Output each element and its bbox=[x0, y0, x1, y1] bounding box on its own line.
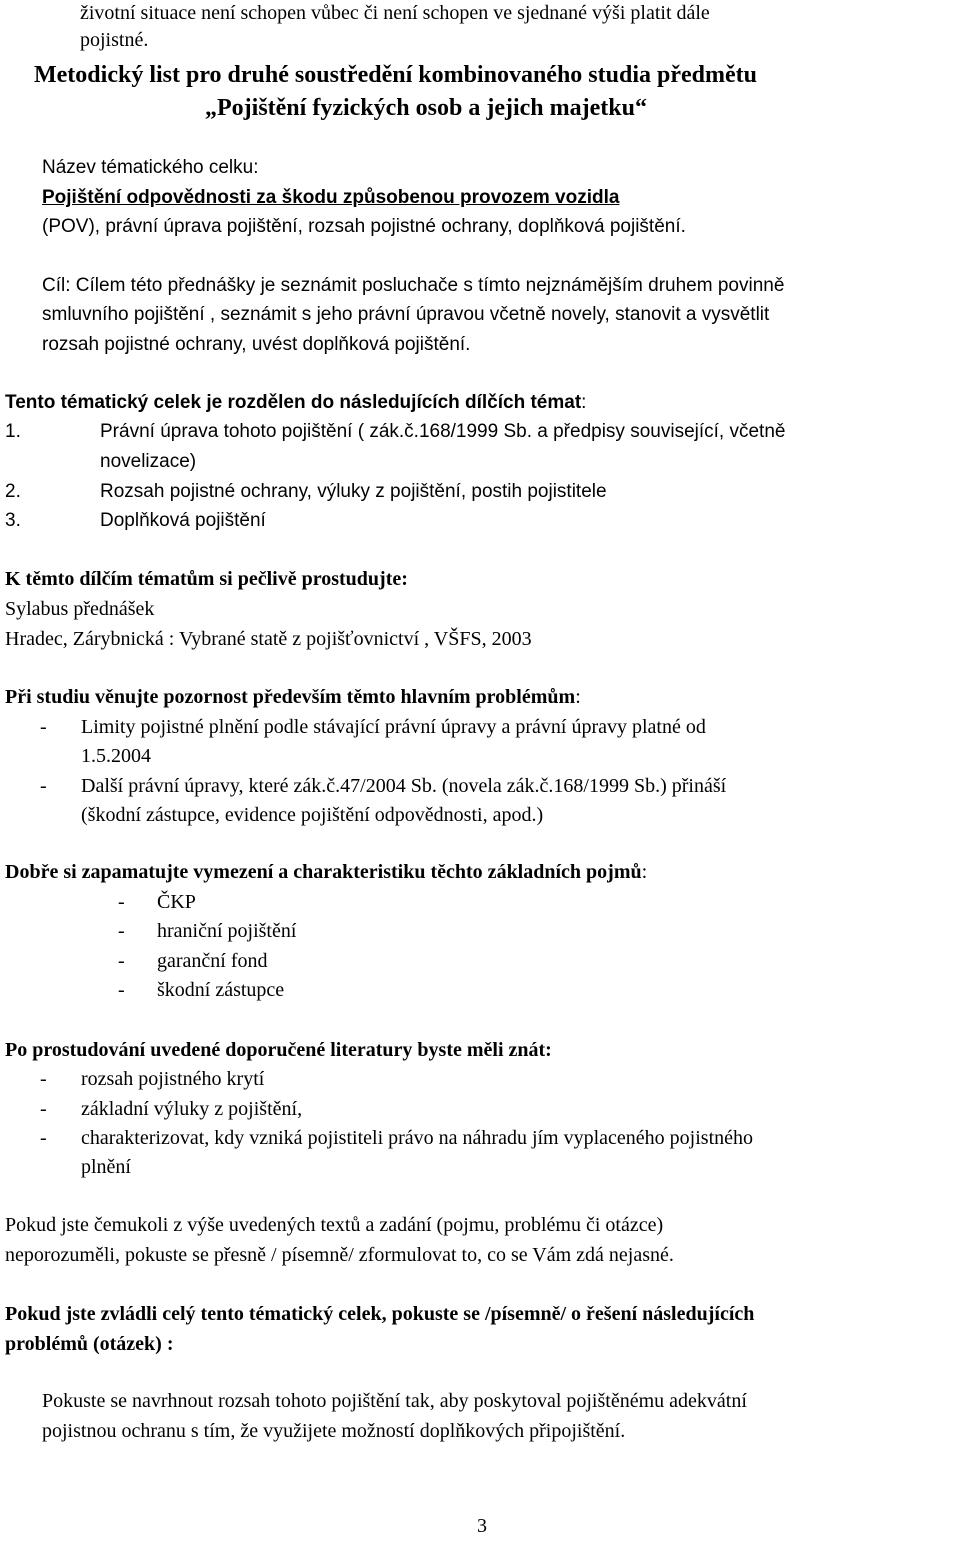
term-item: hraniční pojištění bbox=[157, 920, 297, 942]
attention-item-line2: 1.5.2004 bbox=[81, 745, 151, 767]
subtopic-item-line2: novelizace) bbox=[100, 451, 197, 472]
topic-detail: (POV), právní úprava pojištění, rozsah pojistné ochrany, doplňková pojištění. bbox=[42, 216, 686, 237]
outcomes-heading: Po prostudování uvedené doporučené literatury byste měli znát: bbox=[5, 1039, 552, 1061]
outcome-item-line1: rozsah pojistného krytí bbox=[81, 1068, 265, 1090]
subtopic-number: 3. bbox=[5, 510, 21, 531]
list-dash: - bbox=[40, 716, 47, 738]
document-title-line2: „Pojištění fyzických osob a jejich majetku“ bbox=[205, 95, 647, 121]
top-fragment-line1: životní situace není schopen vůbec či není schopen ve sjednané výši platit dále bbox=[80, 2, 710, 24]
study-line1: Sylabus přednášek bbox=[5, 598, 155, 620]
attention-heading-colon: : bbox=[575, 686, 581, 708]
unclear-line2: neporozuměli, pokuste se přesně / písemně/ zformulovat to, co se Vám zdá nejasné. bbox=[5, 1244, 674, 1266]
outcome-item-line1: charakterizovat, kdy vzniká pojistiteli právo na náhradu jím vyplaceného pojistného bbox=[81, 1127, 754, 1149]
study-heading: K těmto dílčím tématům si pečlivě prostudujte: bbox=[5, 568, 408, 590]
topic-label: Název tématického celku: bbox=[42, 157, 259, 178]
list-dash: - bbox=[118, 979, 125, 1001]
subtopic-item-line1: Právní úprava tohoto pojištění ( zák.č.168/1999 Sb. a předpisy související, včetně bbox=[100, 421, 786, 442]
subtopic-item-line1: Rozsah pojistné ochrany, výluky z pojištění, postih pojistitele bbox=[100, 481, 607, 502]
study-line2: Hradec, Zárybnická : Vybrané statě z pojišťovnictví , VŠFS, 2003 bbox=[5, 628, 532, 650]
top-fragment-line2: pojistné. bbox=[80, 29, 149, 51]
subtopic-number: 1. bbox=[5, 421, 21, 442]
unclear-line1: Pokud jste čemukoli z výše uvedených textů a zadání (pojmu, problému či otázce) bbox=[5, 1214, 664, 1236]
list-dash: - bbox=[40, 1098, 47, 1120]
goal-line2: smluvního pojištění , seznámit s jeho právní úpravou včetně novely, stanovit a vysvětlit bbox=[42, 304, 770, 325]
subtopics-heading-colon: : bbox=[581, 392, 587, 413]
subtopic-item-line1: Doplňková pojištění bbox=[100, 510, 266, 531]
outcome-item-line1: základní výluky z pojištění, bbox=[81, 1098, 303, 1120]
goal-line3: rozsah pojistné ochrany, uvést doplňková pojištění. bbox=[42, 334, 471, 355]
attention-item-line2: (škodní zástupce, evidence pojištění odpovědnosti, apod.) bbox=[81, 804, 544, 826]
terms-heading-colon: : bbox=[641, 861, 648, 883]
list-dash: - bbox=[40, 1068, 47, 1090]
goal-line1: Cíl: Cílem této přednášky je seznámit posluchače s tímto nejznámějším druhem povinně bbox=[42, 275, 785, 296]
document-title-line1: Metodický list pro druhé soustředění kombinovaného studia předmětu bbox=[34, 62, 757, 88]
problems-line2: problémů (otázek) : bbox=[5, 1333, 174, 1355]
list-dash: - bbox=[118, 920, 125, 942]
subtopics-heading bbox=[5, 388, 586, 417]
list-dash: - bbox=[40, 775, 47, 797]
outcome-item-line2: plnění bbox=[81, 1156, 131, 1178]
topic-name: Pojištění odpovědnosti za škodu způsobenou provozem vozidla bbox=[42, 187, 620, 208]
page-number: 3 bbox=[477, 1515, 487, 1537]
list-dash: - bbox=[118, 950, 125, 972]
list-dash: - bbox=[118, 891, 125, 913]
term-item: škodní zástupce bbox=[157, 979, 285, 1001]
list-dash: - bbox=[40, 1127, 47, 1149]
task-line1: Pokuste se navrhnout rozsah tohoto pojištění tak, aby poskytoval pojištěnému adekvátní bbox=[42, 1390, 747, 1412]
attention-heading-text: Při studiu věnujte pozornost především těmto hlavním problémům bbox=[5, 686, 576, 708]
attention-item-line1: Limity pojistné plnění podle stávající právní úpravy a právní úpravy platné od bbox=[81, 716, 706, 738]
subtopic-number: 2. bbox=[5, 481, 21, 502]
task-line2: pojistnou ochranu s tím, že využijete možností doplňkových připojištění. bbox=[42, 1420, 626, 1442]
term-item: ČKP bbox=[157, 891, 196, 913]
attention-item-line1: Další právní úpravy, které zák.č.47/2004 Sb. (novela zák.č.168/1999 Sb.) přináší bbox=[81, 775, 727, 797]
terms-heading bbox=[5, 857, 647, 887]
subtopics-heading-text: Tento tématický celek je rozdělen do následujících dílčích témat bbox=[5, 392, 582, 413]
problems-line1: Pokud jste zvládli celý tento tématický celek, pokuste se /písemně/ o řešení následujících bbox=[5, 1303, 755, 1325]
term-item: garanční fond bbox=[157, 950, 268, 972]
terms-heading-text: Dobře si zapamatujte vymezení a charakteristiku těchto základních pojmů bbox=[5, 861, 642, 883]
attention-heading bbox=[5, 682, 581, 712]
